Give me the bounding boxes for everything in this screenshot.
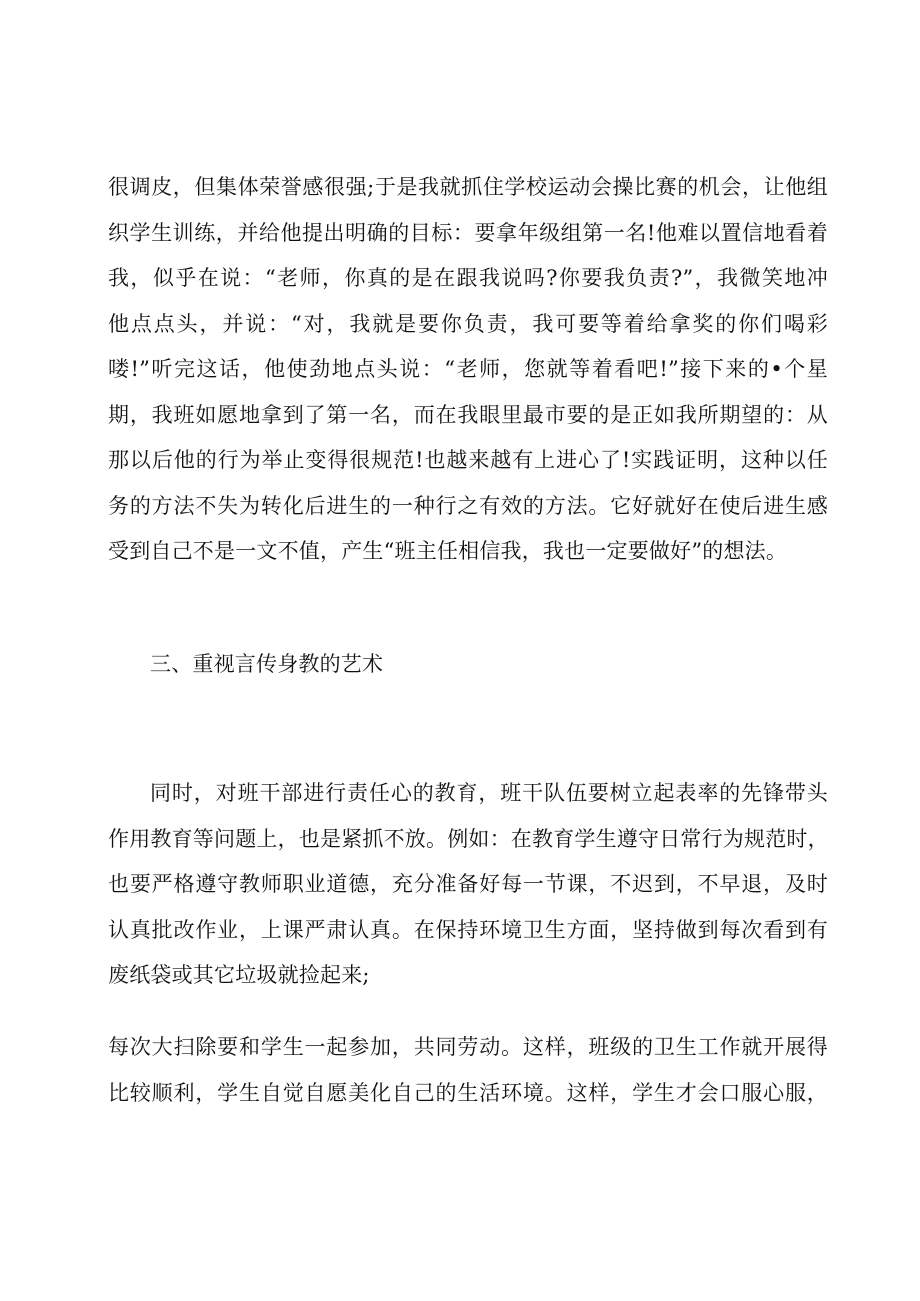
paragraph-line: 每次大扫除要和学生一起参加，共同劳动。这样，班级的卫生工作就开展得	[108, 1035, 828, 1059]
paragraph-line: 他点点头，并说：“对，我就是要你负责，我可要等着给拿奖的你们喝彩	[108, 311, 828, 336]
paragraph-line: 同时，对班干部进行责任心的教育，班干队伍要树立起表率的先锋带头	[150, 781, 828, 805]
paragraph-line: 那以后他的行为举止变得很规范!也越来越有上进心了!实践证明，这种以任	[108, 448, 828, 472]
paragraph-2	[108, 771, 828, 999]
paragraph-3	[108, 1025, 828, 1116]
paragraph-1	[108, 165, 828, 575]
paragraph-line: 比较顺利，学生自觉自愿美化自己的生活环境。这样，学生才会口服心服，	[108, 1080, 828, 1105]
paragraph-line: 受到自己不是一文不值，产生“班主任相信我，我也一定要做好”的想法。	[108, 539, 788, 563]
paragraph-line: 废纸袋或其它垃圾就捡起来;	[108, 963, 370, 987]
section-heading	[108, 642, 828, 688]
paragraph-line: 我，似乎在说：“老师，你真的是在跟我说吗?你要我负责?”，我微笑地冲	[108, 266, 828, 290]
paragraph-line: 喽!”听完这话，他使劲地点头说：“老师，您就等着看吧!”接下来的•个星	[108, 357, 828, 381]
paragraph-line: 认真批改作业，上课严肃认真。在保持环境卫生方面，坚持做到每次看到有	[108, 917, 828, 942]
paragraph-line: 织学生训练，并给他提出明确的目标：要拿年级组第一名!他难以置信地看着	[108, 220, 828, 245]
paragraph-line: 期，我班如愿地拿到了第一名，而在我眼里最市要的是正如我所期望的：从	[108, 402, 828, 427]
section-heading-text: 三、重视言传身教的艺术	[150, 652, 384, 676]
paragraph-line: 也要严格遵守教师职业道德，充分准备好每一节课，不迟到，不早退，及时	[108, 872, 828, 896]
paragraph-line: 务的方法不失为转化后进生的一种行之有效的方法。它好就好在使后进生感	[108, 493, 828, 518]
paragraph-line: 作用教育等问题上，也是紧抓不放。例如：在教育学生遵守日常行为规范时，	[108, 826, 829, 851]
paragraph-line: 很调皮，但集体荣誉感很强;于是我就抓住学校运动会操比赛的机会，让他组	[108, 175, 828, 199]
